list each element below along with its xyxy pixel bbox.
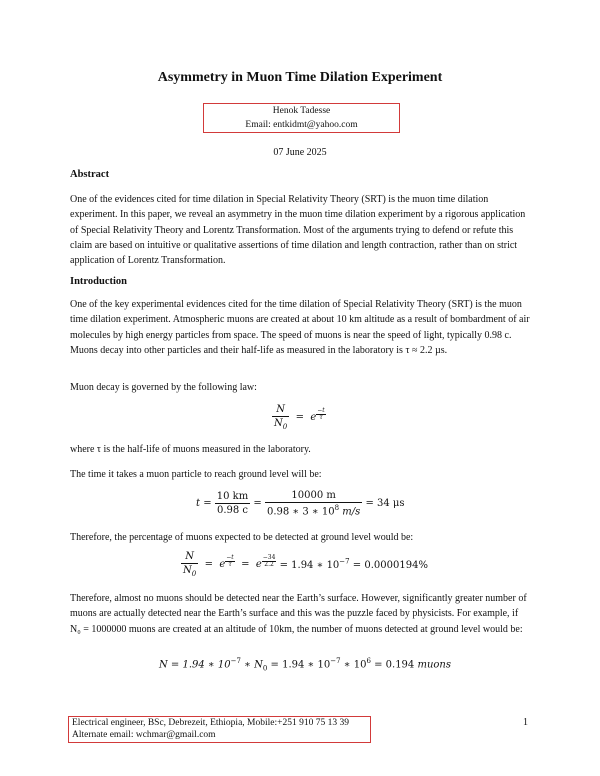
- intro-paragraph-2: Muon decay is governed by the following law:: [70, 382, 257, 393]
- intro-paragraph-4: The time it takes a muon particle to reach ground level will be:: [70, 469, 322, 480]
- equation-muon-count: N = 1.94 ∗ $10^{-7}$ ∗ $N_0 = 1.94$ ∗ $10^{-7}$ ∗ $10^6 = 0.194$ muons: [159, 657, 451, 673]
- author-box: [203, 103, 400, 133]
- abstract-text: One of the evidences cited for time dilation in Special Relativity Theory (SRT) is the muon time dilation experiment. In this paper, we reveal an asymmetry in the muon time dilation experiment by a rigorous application of Special Relativity Theory and Lorentz Transformation. Most of the arguments trying to defend or refute this claim are based on intuitive or qualitative assertions of time dilation and length contraction, rather than on strict application of Lorentz Transformation.: [70, 194, 526, 267]
- intro-paragraph-1: One of the key experimental evidences cited for the time dilation of Special Relativity Theory (SRT) is the muon time dilation experiment. Atmospheric muons are created at about 10 km altitude as a result of bombardment of air molecules by high energy particles from space. The speed of muons is near the speed of light, typically 0.98 c. Muons decay into other particles and their half-life as measured in the laboratory is τ ≈ 2.2 µs.: [70, 299, 530, 356]
- intro-paragraph-6: Therefore, almost no muons should be detected near the Earth’s surface. However, significantly greater number of muons are actually detected near the Earth’s surface and this was the puzzle faced by physicists. For example, if N₀ = 1000000 muons are created at an altitude of 10km, the number of muons detected at ground level would be:: [70, 593, 527, 635]
- eq2-fraction-1: $\frac{10 km}{0.98 c}$: [216, 491, 249, 517]
- footer-line-2: Alternate email: wchmar@gmail.com: [72, 730, 216, 740]
- footer-contact-box: [68, 716, 371, 743]
- equation-percentage: $\frac{N}{N_0}$ = e $\frac{-t}{\tau}$ = e $\frac{-34}{2.2}$ = 1.94 ∗ $10^{-7} = 0.0000194\%$: [183, 551, 428, 578]
- page-number: 1: [523, 717, 528, 728]
- equation-travel-time: t = $\frac{10 km}{0.98 c}$ = $\frac{10000 m}{0.98 ∗ 3 ∗ 10^8 m/s}$ = 34 μs: [196, 490, 405, 518]
- author-email: Email: entkidmt@yahoo.com: [245, 120, 358, 130]
- intro-paragraph-5: Therefore, the percentage of muons expected to be detected at ground level would be:: [70, 532, 414, 543]
- eq1-lhs-fraction: $\frac{N}{N_0}$: [274, 404, 288, 431]
- intro-paragraph-3: where τ is the half-life of muons measured in the laboratory.: [70, 444, 311, 455]
- equation-decay-law: $\frac{N}{N_0}$ = e $\frac{-t}{\tau}$: [274, 404, 325, 431]
- paper-title: Asymmetry in Muon Time Dilation Experiment: [157, 70, 443, 85]
- eq3-lhs-fraction: $\frac{N}{N_0}$: [183, 551, 197, 578]
- eq2-fraction-2: $\frac{10000 m}{0.98 ∗ 3 ∗ 10^8 m/s}$: [266, 490, 361, 518]
- author-name: Henok Tadesse: [272, 106, 331, 116]
- introduction-heading: Introduction: [70, 276, 127, 287]
- abstract-heading: Abstract: [70, 169, 110, 180]
- publication-date: 07 June 2025: [273, 147, 327, 158]
- footer-line-1: Electrical engineer, BSc, Debrezeit, Ethiopia, Mobile:+251 910 75 13 39: [72, 718, 349, 728]
